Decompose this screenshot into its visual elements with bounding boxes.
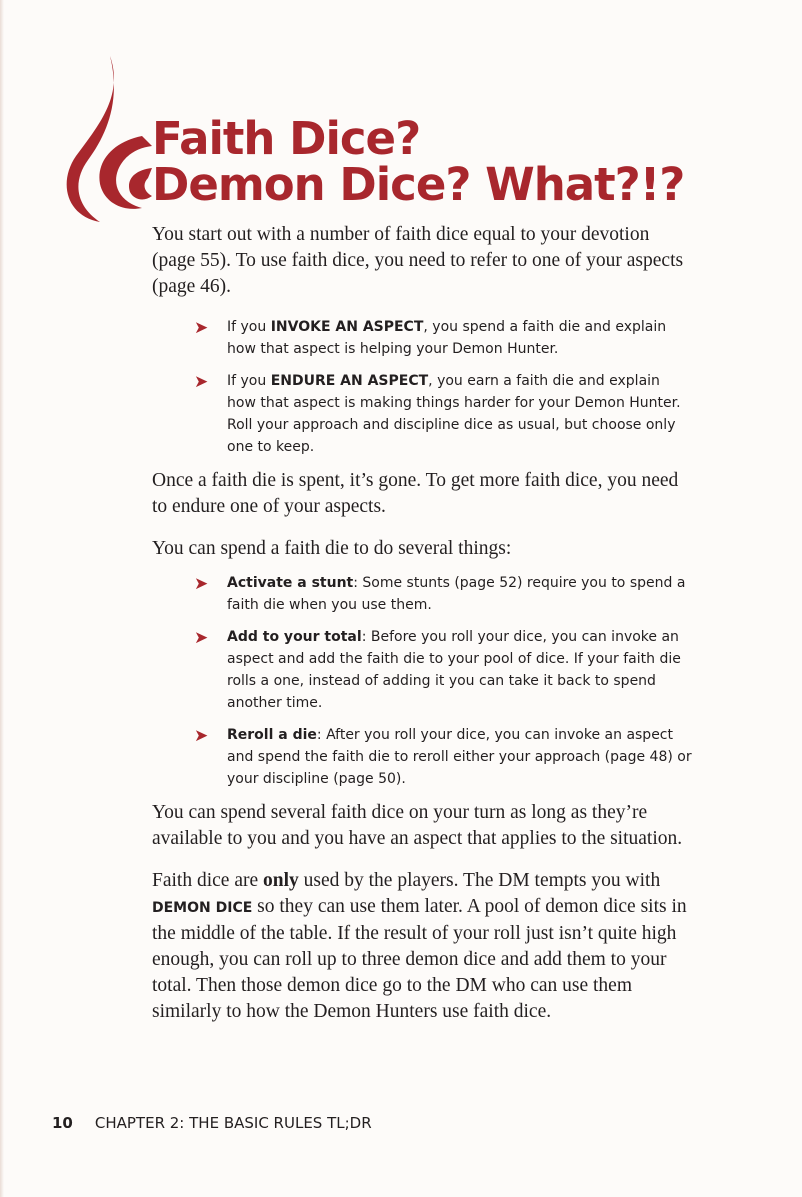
bullet-term: Add to your total (227, 629, 362, 645)
list-item (152, 370, 692, 458)
title-line-1: Faith Dice? (152, 112, 421, 165)
bullet-text: , you spend a faith die and explain how that aspect is helping your Demon Hunter. (227, 319, 667, 357)
bullet-term: INVOKE AN ASPECT (270, 319, 424, 335)
bullet-text: : After you roll your dice, you can invoke an aspect and spend the faith die to reroll either your approach (page 48) or your discipline (page 50). (227, 727, 692, 787)
arrow-bullet-icon: ➤ (194, 318, 209, 338)
bullet-text: : Some stunts (page 52) require you to spend a faith die when you use them. (227, 575, 686, 613)
bullet-prefix: If you (227, 373, 271, 389)
demon-dice-paragraph (152, 868, 692, 1025)
emphasis-text: only (263, 870, 299, 891)
page-number: 10 (52, 1114, 73, 1132)
text-span: used by the players. The DM tempts you with (298, 870, 661, 891)
arrow-bullet-icon: ➤ (194, 628, 209, 648)
bullet-text: : Before you roll your dice, you can invoke an aspect and add the faith die to your pool of dice. If your faith die rolls a one, instead of adding it you can take it back to spend another time. (227, 629, 681, 711)
list-item (152, 626, 692, 714)
title-line-2: Demon Dice? What?!? (152, 158, 685, 211)
page-title (152, 112, 685, 211)
bullet-term: Reroll a die (227, 727, 317, 743)
aspect-bullet-list (152, 316, 692, 458)
list-item (152, 316, 692, 360)
spend-intro-paragraph: You can spend a faith die to do several things: (152, 538, 512, 559)
arrow-bullet-icon: ➤ (194, 574, 209, 594)
spend-bullet-list (152, 572, 692, 790)
page-edge (0, 0, 4, 1197)
spent-paragraph: Once a faith die is spent, it’s gone. To get more faith dice, you need to endure one of your aspects. (152, 470, 679, 517)
page-footer (52, 1114, 372, 1132)
arrow-bullet-icon: ➤ (194, 726, 209, 746)
bullet-term: Activate a stunt (227, 575, 354, 591)
list-item (152, 724, 692, 790)
several-dice-paragraph: You can spend several faith dice on your turn as long as they’re available to you and you have an aspect that applies to the situation. (152, 802, 683, 849)
main-content (152, 222, 692, 1041)
text-span: so they can use them later. A pool of demon dice sits in the middle of the table. If the result of your roll just isn’t quite high enough, you can roll up to three demon dice and add them to your total. Then those demon dice go to the DM who can use them similarly to how the Demon Hunters use faith dice. (152, 896, 687, 1022)
bullet-text: , you earn a faith die and explain how that aspect is making things harder for your Demon Hunter. Roll your approach and discipline dice as usual, but choose only one to keep. (227, 373, 681, 455)
demon-dice-term: DEMON DICE (152, 900, 253, 916)
arrow-bullet-icon: ➤ (194, 372, 209, 392)
text-span: Faith dice are (152, 870, 263, 891)
intro-paragraph: You start out with a number of faith dice equal to your devotion (page 55). To use faith dice, you need to refer to one of your aspects (page 46). (152, 224, 684, 297)
bullet-prefix: If you (227, 319, 271, 335)
bullet-term: ENDURE AN ASPECT (270, 373, 429, 389)
list-item (152, 572, 692, 616)
chapter-title: CHAPTER 2: THE BASIC RULES TL;DR (94, 1114, 372, 1132)
